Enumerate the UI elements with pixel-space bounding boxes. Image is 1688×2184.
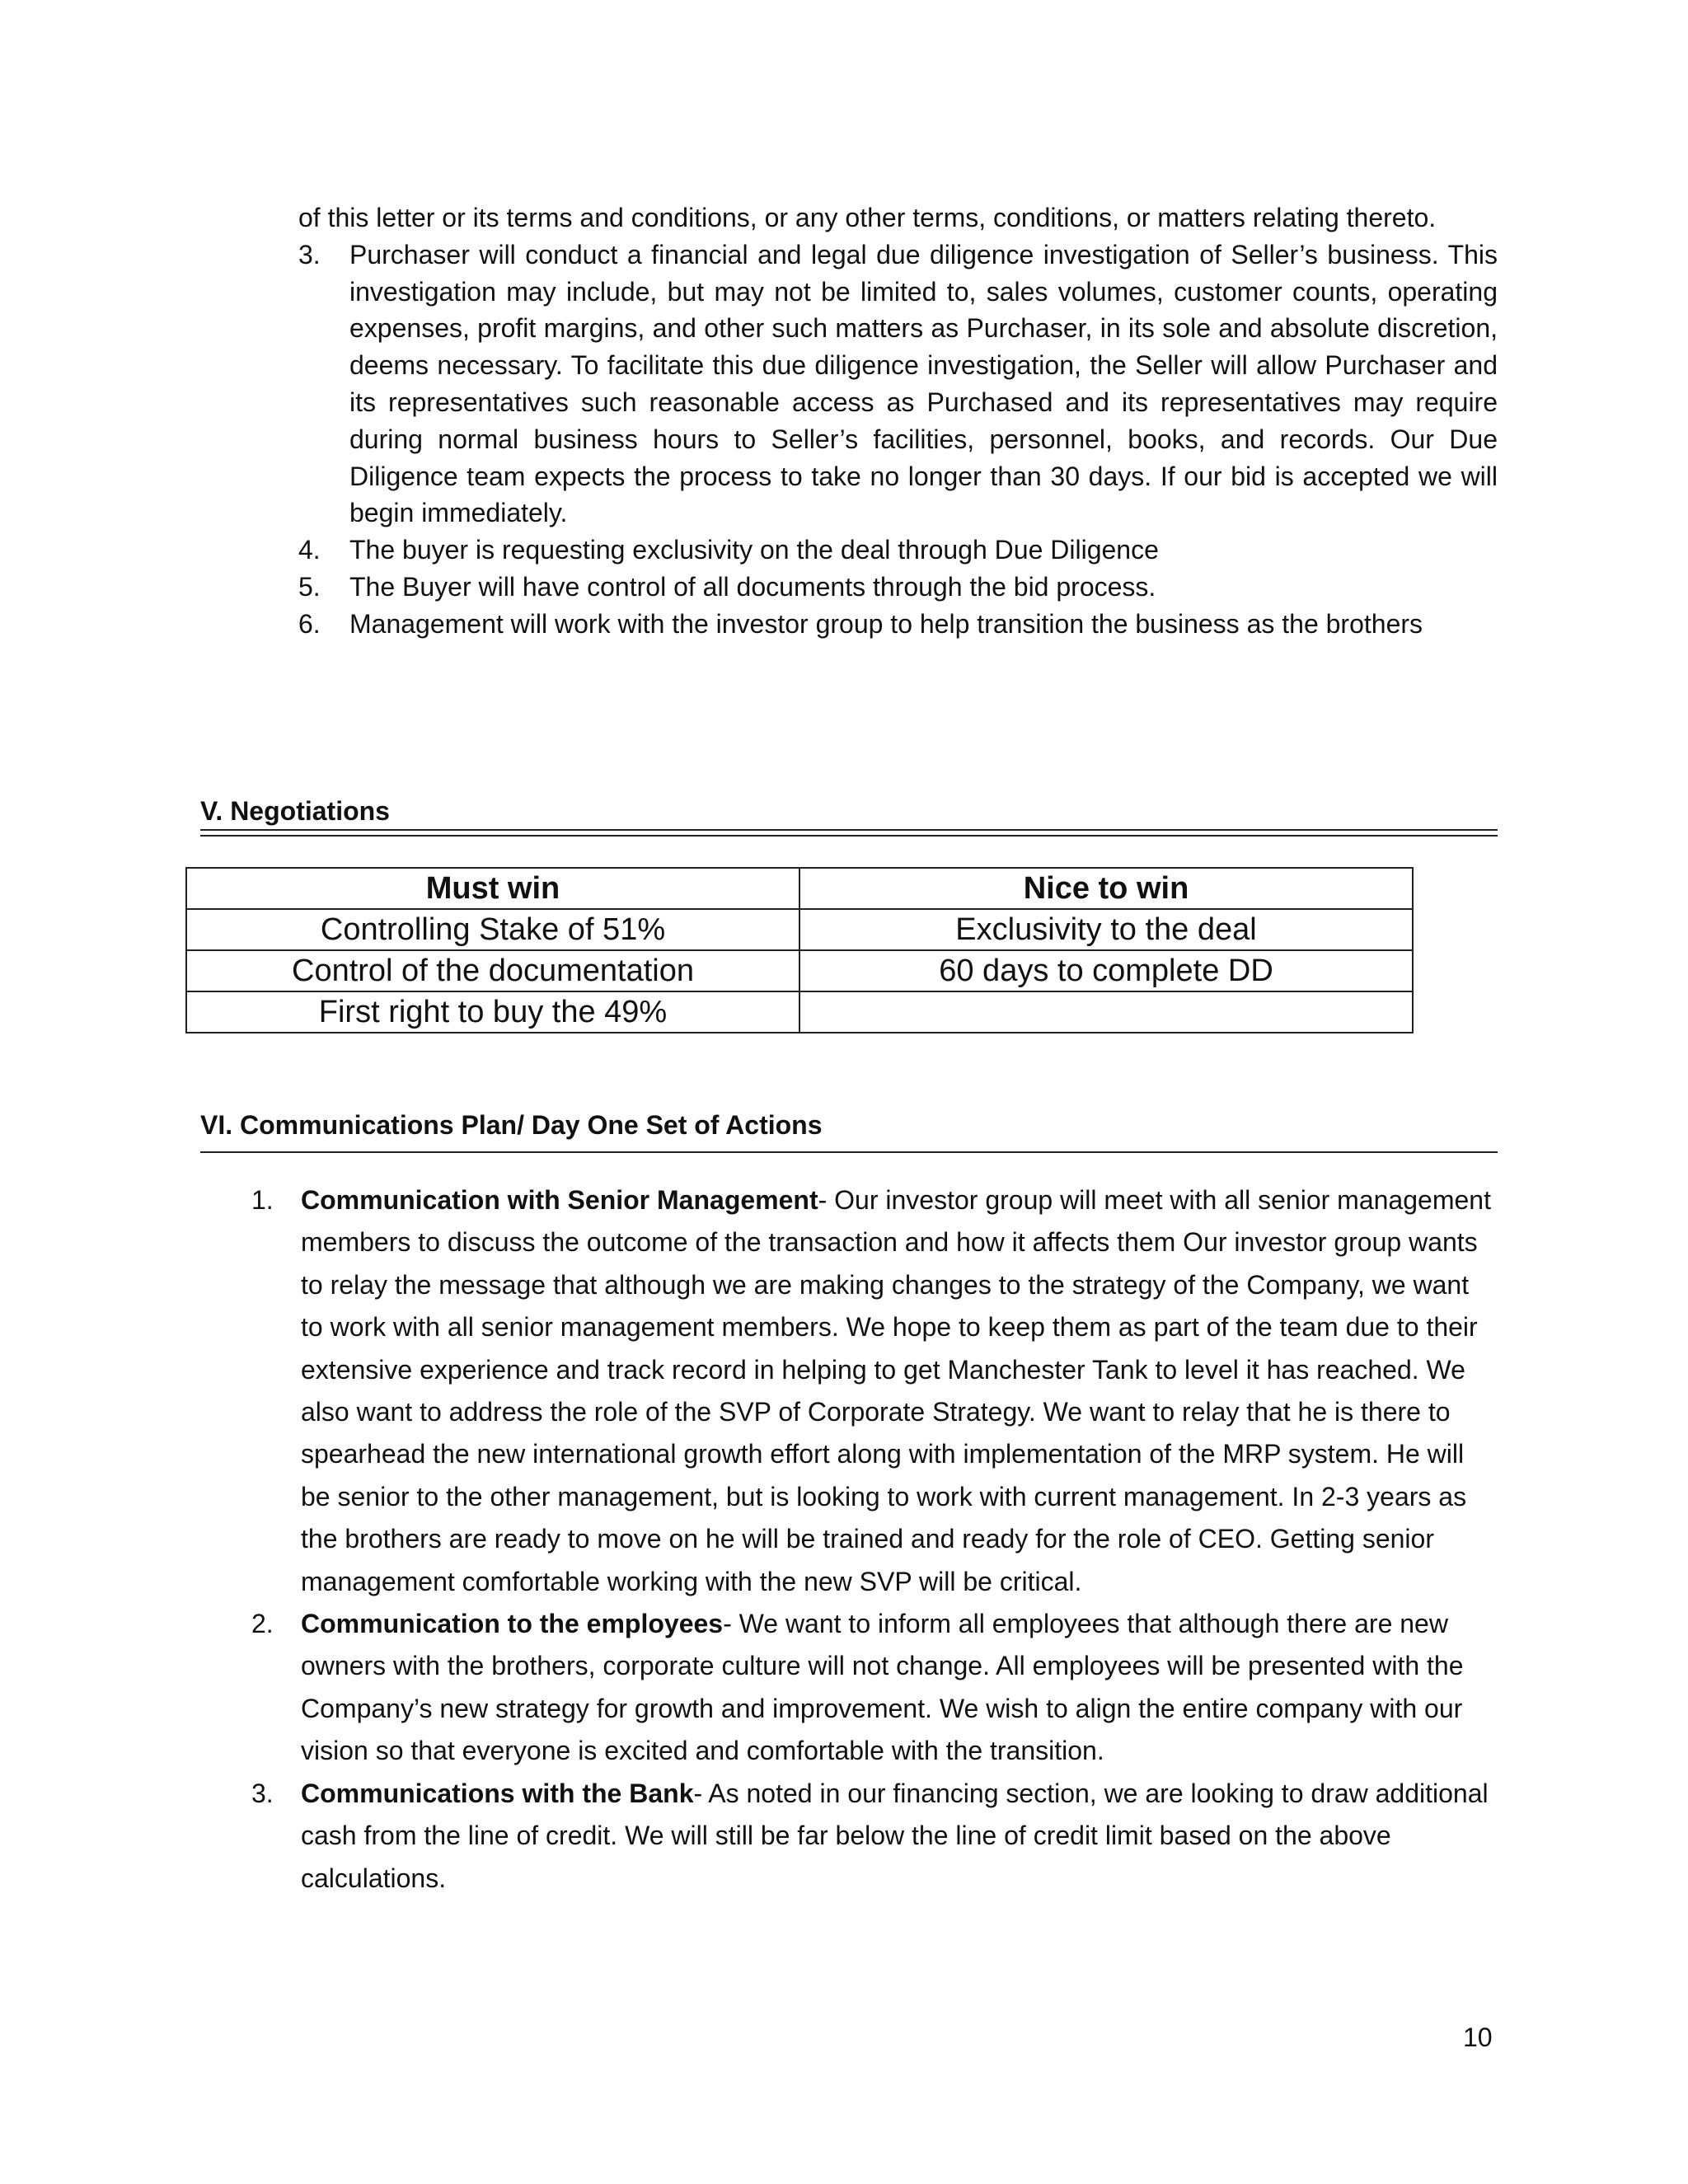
list-text: The Buyer will have control of all documents through the bid process. (349, 571, 1156, 602)
list-item (251, 1603, 1496, 1773)
communications-heading: VI. Communications Plan/ Day One Set of Actions (200, 1108, 1498, 1153)
item-lead: Communications with the Bank (301, 1778, 694, 1808)
list-item (251, 1179, 1496, 1603)
table-cell: 60 days to complete DD (799, 950, 1413, 991)
list-number: 3. (251, 1778, 274, 1808)
list-item (251, 1773, 1496, 1900)
table-row (186, 991, 1413, 1033)
list-item (298, 532, 1498, 569)
table-header-row (186, 868, 1413, 909)
column-header: Must win (186, 868, 799, 909)
list-number: 6. (298, 608, 321, 639)
table-row (186, 909, 1413, 950)
list-number: 4. (298, 535, 321, 565)
list-text: Purchaser will conduct a financial and legal due diligence investigation of Seller’s business. This investigation may include, but may not be limited to, sales volumes, customer counts, operating expenses, profit margins, and other such matters as Purchaser, in its sole and absolute discretion, deems necessary. To facilitate this due diligence investigation, the Seller will allow Purchaser and its representatives such reasonable access as Purchased and its representatives may require during normal business hours to Seller’s facilities, personnel, books, and records. Our Due Diligence team expects the process to take no longer than 30 days. If our bid is accepted we will begin immediately. (349, 239, 1498, 528)
negotiations-table (185, 867, 1414, 1033)
column-header: Nice to win (799, 868, 1413, 909)
list-item (298, 237, 1498, 532)
item-lead: Communication with Senior Management (301, 1185, 818, 1215)
list-text: The buyer is requesting exclusivity on the deal through Due Diligence (349, 535, 1159, 565)
list-text: Management will work with the investor group to help transition the business as the brothers (349, 608, 1423, 639)
item-text: - Our investor group will meet with all senior management members to discuss the outcome of the transaction and how it affects them Our investor group wants to relay the message that although we are making changes to the strategy of the Company, we want to work with all senior management members. We hope to keep them as part of the team due to their extensive experience and track record in helping to get Manchester Tank to level it has reached. We also want to address the role of the SVP of Corporate Strategy. We want to relay that he is there to spearhead the new international growth effort along with implementation of the MRP system. He will be senior to the other management, but is looking to work with current management. In 2-3 years as the brothers are ready to move on he will be trained and ready for the role of CEO. Getting senior management comfortable working with the new SVP will be critical. (301, 1185, 1491, 1596)
table-cell: First right to buy the 49% (186, 991, 799, 1033)
negotiations-heading: V. Negotiations (200, 794, 1498, 831)
item-lead: Communication to the employees (301, 1609, 724, 1639)
table-cell: Control of the documentation (186, 950, 799, 991)
item-text: - We want to inform all employees that although there are new owners with the brothers, corporate culture will not change. All employees will be presented with the Company’s new strategy for growth and improvement. We wish to align the entire company with our vision so that everyone is excited and comfortable with the transition. (301, 1609, 1464, 1766)
list-number: 5. (298, 571, 321, 602)
section-divider (200, 835, 1498, 837)
terms-list-block (298, 199, 1498, 643)
item-text: - As noted in our financing section, we are looking to draw additional cash from the line of credit. We will still be far below the line of credit limit based on the above calculations. (301, 1778, 1489, 1893)
list-number: 1. (251, 1185, 274, 1215)
intro-continuation: of this letter or its terms and conditions, or any other terms, conditions, or matters relating thereto. (298, 203, 1437, 232)
table-row (186, 950, 1413, 991)
terms-list (298, 237, 1498, 643)
communications-list (251, 1179, 1496, 1900)
table-cell: Controlling Stake of 51% (186, 909, 799, 950)
page-number: 10 (1463, 2022, 1493, 2052)
table-cell (799, 991, 1413, 1033)
list-number: 2. (251, 1609, 274, 1639)
list-item (298, 569, 1498, 606)
list-number: 3. (298, 239, 321, 269)
table-cell: Exclusivity to the deal (799, 909, 1413, 950)
list-item (298, 606, 1498, 643)
